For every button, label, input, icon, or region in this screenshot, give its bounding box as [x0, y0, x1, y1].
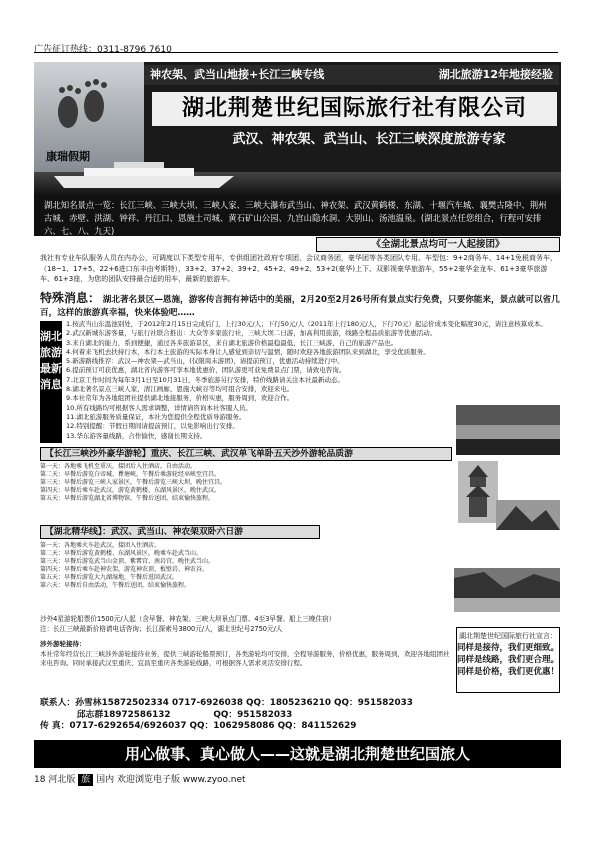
itinerary-day: 第二天：早餐后游览黄鹤楼、东湖风景区，晚乘车赴武当山。	[40, 550, 203, 558]
hero-top-bar	[144, 65, 559, 85]
route2-title: 【湖北精华线】：武汉、武当山、神农架双卧六日游	[40, 525, 320, 539]
news-item: 6.提前预订可获优惠，湖北省内游客可享本地优惠价，团队游更可获免费景点门票，请致电咨询。	[66, 366, 346, 375]
itinerary-day: 第一天：各地乘火车赴武汉，接团入住酒店。	[40, 542, 161, 549]
ad-hotline: 广告征订热线：0311-8796 7610	[34, 45, 172, 55]
special-label: 特殊消息：	[40, 291, 101, 305]
news-item: 13.华东游客量线路，合作愉快，感谢长期支持。	[66, 431, 207, 440]
route1-title: 【长江三峡沙外豪华游轮】重庆、长江三峡、武汉单飞单卧五天沙外游轮品质游	[40, 447, 452, 461]
company-subtitle: 武汉、神农架、武当山、长江三峡深度旅游专家	[232, 132, 506, 147]
section-badge: 旅	[78, 774, 93, 786]
declaration-line: 同样是价格，我们更优惠！	[457, 667, 560, 677]
itinerary-day: 第三天：早餐后游览三峡人家景区，午餐后游览三峡大坝，晚住宜昌。	[40, 479, 227, 487]
contact-line: 联系人：孙雪林15872502334 0717-6926038 QQ：1805236210 QQ：951582033	[40, 698, 413, 708]
declaration-line: 同样是线路，我们更合理。	[457, 655, 560, 665]
edition-label: 河北版	[48, 775, 76, 785]
company-title: 湖北荆楚世纪国际旅行社有限公司	[152, 92, 557, 126]
top-bar-left: 神农架、武当山地接+长江三峡专线	[150, 68, 325, 81]
brand-name: 康瑞假期	[46, 150, 90, 163]
news-item: 11.湖北旅游服务质量保证，本社为您提供全程优质导游服务。	[66, 412, 246, 421]
contact-line: 传 真：0717-6292654/6926037 QQ：1062958086 QQ：841152629	[40, 721, 357, 731]
slogan-banner: 用心做事、真心做人——这就是湖北荆楚世纪国旅人	[34, 740, 561, 768]
section-label: 国内	[96, 775, 115, 785]
footprint-logo-icon	[48, 76, 118, 136]
mountain-photo	[496, 500, 560, 530]
pagoda-photo	[458, 461, 498, 523]
dam-photo	[456, 405, 560, 455]
news-item: 2.武汉新城东游客量，与旅行社联合推出：大众等多家旅行社，三峡大坝二日游，加高利用旅游，线路全程品质旅游等优惠活动。	[66, 329, 437, 338]
itinerary-day: 第四天：早餐后乘车赴武汉，游览黄鹤楼、东湖风景区，晚住武汉。	[40, 487, 221, 495]
news-item: 3.来自湖北的能力，系到便捷，通过各多旅游景区，来自湖北旅游价格最稳最低，长江三峡游，自己的旅游产品也。	[66, 338, 398, 347]
all-scenic-banner: 《全湖北景点均可一人起接团》	[316, 237, 560, 252]
declaration-heading: 湖北荆楚世纪国际旅行社宣言：	[459, 632, 557, 640]
news-item: 10.所有线路均可根据客人需求调整，详情请咨询本社客服人员。	[66, 403, 252, 412]
itinerary-day: 第四天：早餐后乘车赴神农架，游览神农顶、板壁岩、神农谷。	[40, 566, 209, 574]
special-news	[40, 292, 560, 320]
cruise-ship-icon	[54, 162, 234, 188]
scenic-list: 湖北知名景点一览：长江三峡、三峡大坝、三峡人家、三峡大瀑布武当山、神农架、武汉黄鹤楼、东湖、十堰汽车城、襄樊古隆中、荆州古城、赤壁、洪湖、钟祥、丹江口、恩施土司城、黄石矿山公园、九宫山隐水洞、大别山、汤池温泉。(湖北景点任您组合，行程可安排六、七、八、九天)	[34, 196, 561, 236]
itinerary-day: 第三天：早餐后游览武当山金顶、紫霄宫、南岩宫，晚住武当山。	[40, 558, 215, 566]
special-text: 湖北著名景区—恩施，游客传言拥有神话中的美丽，2月20至2月26号所有景点实行免费，只要你能来，景点就可以省几百，这样的旅游真幸福，快来体验吧……	[40, 295, 560, 318]
contact-line: 邱志群18972586132 QQ：951582033	[40, 709, 293, 720]
price-notes	[40, 614, 452, 634]
top-bar-right: 湖北旅游12年地接经验	[438, 68, 553, 81]
route2-itinerary	[40, 542, 452, 591]
news-item: 8.湖北著名景点三峡人家、清江画廊、恩施大峡谷等均可组合安排，欢迎来电。	[66, 385, 294, 394]
fleet-intro: 我社有专业车队服务人员在内办公，可调度以下类型专用车，专供组团社政府专项团，会议商务团，豪华团等各类团队专用。车型包：9+2商务车、14+1免税商务车，（18~1、17+5、22+6进口东丰由考斯特），33+2、37+2、39+2、45+2、49+2、53+2(豪华)上下、双影视豪华旅游车，55+2豪华金龙车、61+3豪华旅游车、61+3座，为您的团队安排最合适的用车，最新的旅游车。	[40, 254, 557, 283]
news-item: 7.北京工作时间为每年3月1日至10月31日，冬季旅游另行安排，特价线路请关注本社最新动态。	[66, 375, 345, 384]
page-number: 18	[34, 775, 46, 785]
cruise-reception-title: 涉外游轮接待：	[40, 640, 86, 648]
news-item: 1.按武当山东温池别处，于2012年2月15日完成后门，上行30元/人；下行50元/人（2011年上行180元/人，下行70元）起运价成本变化幅度30元，请注意核算成本。	[66, 320, 547, 328]
page-footer	[34, 774, 561, 786]
news-side-label: 湖北旅游最新消息	[40, 321, 62, 443]
itinerary-day: 第五天：早餐后游览湖北省博物馆，午餐后送团，结束愉快旅程。	[40, 495, 215, 503]
contact-block	[40, 698, 560, 733]
news-item: 4.何着来飞机去扶持行本，本行本土旅游的实际本身让人感觉到亲切与温情，随时欢迎各地旅游团队来到湖北，享受优质服务。	[66, 347, 430, 356]
declaration-line: 同样是接待，我们更细致。	[457, 643, 560, 653]
news-item: 5.新游路线推荐：武汉—神农架—武当山，(仅限周末游团)，请提前预订，优惠活动持续进行中。	[66, 357, 344, 366]
news-item: 9.本社常年为各地组团社提供湖北地接服务，价格实惠，服务周到，欢迎合作。	[66, 394, 294, 403]
itinerary-day: 第二天：早餐后游览白帝城、瞿塘峡，午餐后乘游轮经巫峡至宜昌。	[40, 471, 221, 479]
itinerary-day: 第五天：早餐后游览大九湖湿地，午餐后返回武汉。	[40, 574, 179, 582]
news-item: 12.特别提醒：节假日期间请提前预订，以免影响出行安排。	[66, 422, 239, 431]
cruise-reception-text: 本社常年经营长江三峡涉外游轮接待业务，提供三峡游轮船票预订，各类游轮均可安排，全程导游服务，价格优惠，服务周到，欢迎各地组团社来电咨询。同时承接武汉至重庆、宜昌至重庆各类游轮线路，可根据客人需求灵活安排行程。	[40, 649, 450, 667]
price-line: 注：长江三峡最新价格请电话咨询；长江探索号3800元/人，湖北世纪号2750元/人	[40, 625, 283, 633]
site-link[interactable]: 欢迎浏览电子版 www.zyoo.net	[117, 775, 246, 785]
itinerary-day: 第一天：各地乘飞机至重庆，接团后入住酒店，自由活动。	[40, 463, 197, 470]
river-photo	[454, 568, 560, 612]
hero-banner	[34, 62, 561, 196]
route1-itinerary	[40, 463, 452, 503]
itinerary-day: 第六天：早餐后自由活动，午餐后送团，结束愉快旅程。	[40, 582, 191, 590]
cruise-reception	[40, 640, 450, 669]
header-divider	[34, 52, 558, 53]
company-declaration	[456, 627, 560, 693]
price-line: 沙外4星游轮船票价1500元/人起（含早餐、神农架、三峡大坝景点门票、4至3早餐、船上三晚住宿）	[40, 615, 336, 623]
